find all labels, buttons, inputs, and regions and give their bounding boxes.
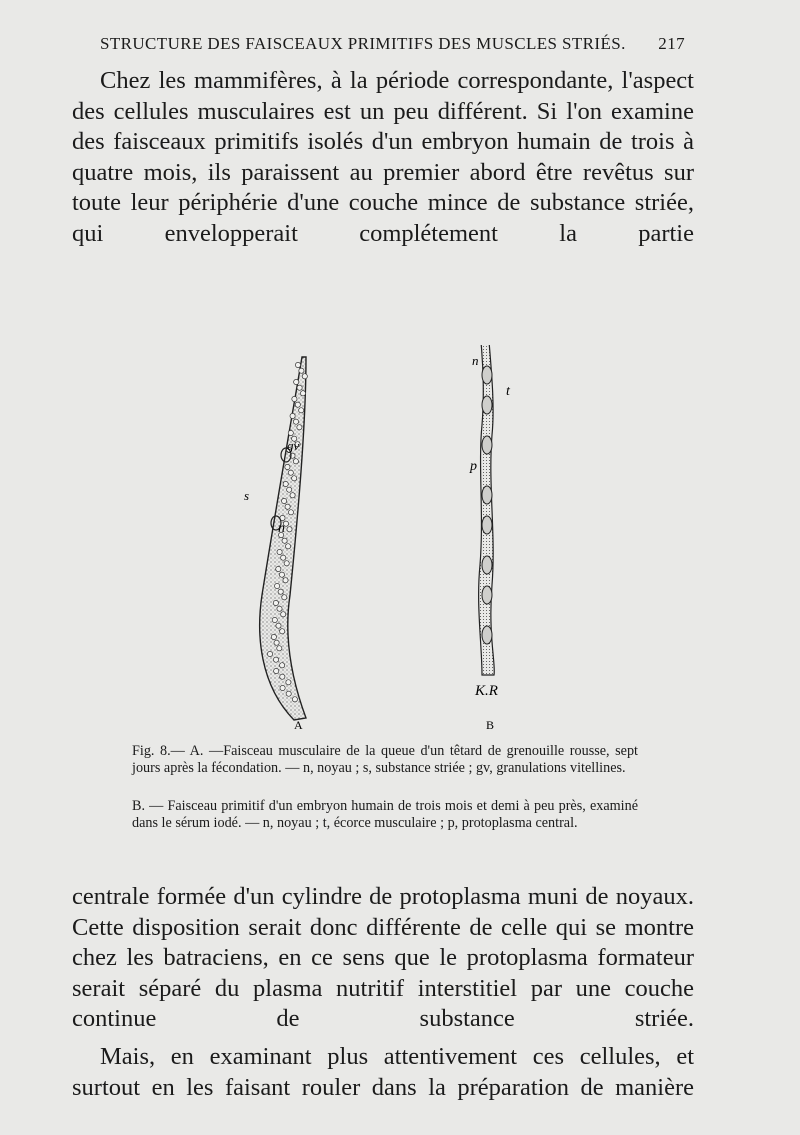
vitelline-granule xyxy=(280,685,285,690)
figure-caption-a: Fig. 8.— A. —Faisceau musculaire de la queue d'un têtard de grenouille rousse, sept jours après la fécondation. — n, noyau ; s, substance striée ; gv, granulations vitellines. xyxy=(132,743,638,777)
vitelline-granule xyxy=(284,561,289,566)
vitelline-granule xyxy=(277,606,282,611)
vitelline-granule xyxy=(295,402,300,407)
vitelline-granule xyxy=(278,589,283,594)
figure-8 xyxy=(230,345,560,740)
vitelline-granule xyxy=(285,504,290,509)
vitelline-granule xyxy=(292,476,297,481)
vitelline-granule xyxy=(267,651,272,656)
vitelline-granule xyxy=(286,691,291,696)
vitelline-granule xyxy=(280,674,285,679)
vitelline-granule xyxy=(299,368,304,373)
fiber-b-nucleus xyxy=(482,556,492,574)
vitelline-granule xyxy=(277,549,282,554)
vitelline-granule xyxy=(283,578,288,583)
vitelline-granule xyxy=(282,595,287,600)
fiber-b-nucleus xyxy=(482,436,492,454)
paragraph-2: centrale formée d'un cylindre de protoplasma muni de noyaux. Cette disposition serait donc différente de celle qui se montre chez les batraciens, en ce sens que le protoplasma formateur serait séparé du plasma nutritif interstitiel par une couche continue de substance striée. xyxy=(72,883,694,1033)
fiber-b-label-p: p xyxy=(470,459,477,474)
vitelline-granule xyxy=(276,623,281,628)
vitelline-granule xyxy=(292,396,297,401)
vitelline-granule xyxy=(292,697,297,702)
vitelline-granule xyxy=(299,408,304,413)
vitelline-granule xyxy=(281,612,286,617)
vitelline-granule xyxy=(272,617,277,622)
vitelline-granule xyxy=(288,430,293,435)
vitelline-granule xyxy=(275,583,280,588)
vitelline-granule xyxy=(288,470,293,475)
vitelline-granule xyxy=(293,459,298,464)
vitelline-granule xyxy=(286,544,291,549)
vitelline-granule xyxy=(287,487,292,492)
figure-8-illustration xyxy=(230,345,560,740)
figure-label-b: B xyxy=(486,718,495,732)
figure-caption-b: B. — Faisceau primitif d'un embryon humain de trois mois et demi à peu près, examiné dans le sérum iodé. — n, noyau ; t, écorce musculaire ; p, protoplasma central. xyxy=(132,798,638,832)
fiber-a xyxy=(244,357,307,720)
vitelline-granule xyxy=(297,425,302,430)
vitelline-granule xyxy=(286,680,291,685)
vitelline-granule xyxy=(290,493,295,498)
vitelline-granule xyxy=(282,538,287,543)
fiber-b-label-n: n xyxy=(472,353,479,368)
engraver-signature: K.R xyxy=(475,683,498,699)
vitelline-granule xyxy=(281,555,286,560)
vitelline-granule xyxy=(290,413,295,418)
vitelline-granule xyxy=(276,566,281,571)
fiber-a-label-gv: gv xyxy=(287,438,300,453)
fiber-b-nucleus xyxy=(482,486,492,504)
vitelline-granule xyxy=(271,634,276,639)
fiber-b xyxy=(469,345,511,699)
fiber-b-label-t: t xyxy=(506,384,510,399)
vitelline-granule xyxy=(274,668,279,673)
vitelline-granule xyxy=(300,391,305,396)
vitelline-granule xyxy=(273,657,278,662)
vitelline-granule xyxy=(283,481,288,486)
page-number: 217 xyxy=(658,34,685,53)
vitelline-granule xyxy=(295,362,300,367)
vitelline-granule xyxy=(288,510,293,515)
vitelline-granule xyxy=(273,600,278,605)
vitelline-granule xyxy=(285,464,290,469)
fiber-b-nucleus xyxy=(482,516,492,534)
vitelline-granule xyxy=(279,572,284,577)
fiber-b-nucleus xyxy=(482,396,492,414)
running-header xyxy=(100,32,685,56)
fiber-b-nucleus xyxy=(482,626,492,644)
vitelline-granule xyxy=(287,527,292,532)
paragraph-1: Chez les mammifères, à la période correspondante, l'aspect des cellules musculaires est un peu différent. Si l'on examine des faisceaux primitifs isolés d'un embryon humain de trois à quatre mois, ils paraissent au premier abord être revêtus sur toute leur périphérie d'une couche mince de substance striée, qui envelopperait complétement la partie xyxy=(72,67,694,247)
fiber-a-label-n: n xyxy=(278,521,285,536)
vitelline-granule xyxy=(302,374,307,379)
vitelline-granule xyxy=(297,385,302,390)
running-title: STRUCTURE DES FAISCEAUX PRIMITIFS DES MUSCLES STRIÉS. xyxy=(100,34,626,53)
vitelline-granule xyxy=(293,419,298,424)
vitelline-granule xyxy=(274,640,279,645)
figure-label-a: A xyxy=(294,718,303,732)
fiber-a-label-s: s xyxy=(244,488,250,503)
vitelline-granule xyxy=(282,498,287,503)
fiber-b-nucleus xyxy=(482,366,492,384)
fiber-b-nucleus xyxy=(482,586,492,604)
vitelline-granule xyxy=(280,629,285,634)
vitelline-granule xyxy=(277,646,282,651)
vitelline-granule xyxy=(294,379,299,384)
paragraph-3: Mais, en examinant plus attentivement ces cellules, et surtout en les faisant rouler dans la préparation de manière xyxy=(72,1043,694,1101)
vitelline-granule xyxy=(280,663,285,668)
